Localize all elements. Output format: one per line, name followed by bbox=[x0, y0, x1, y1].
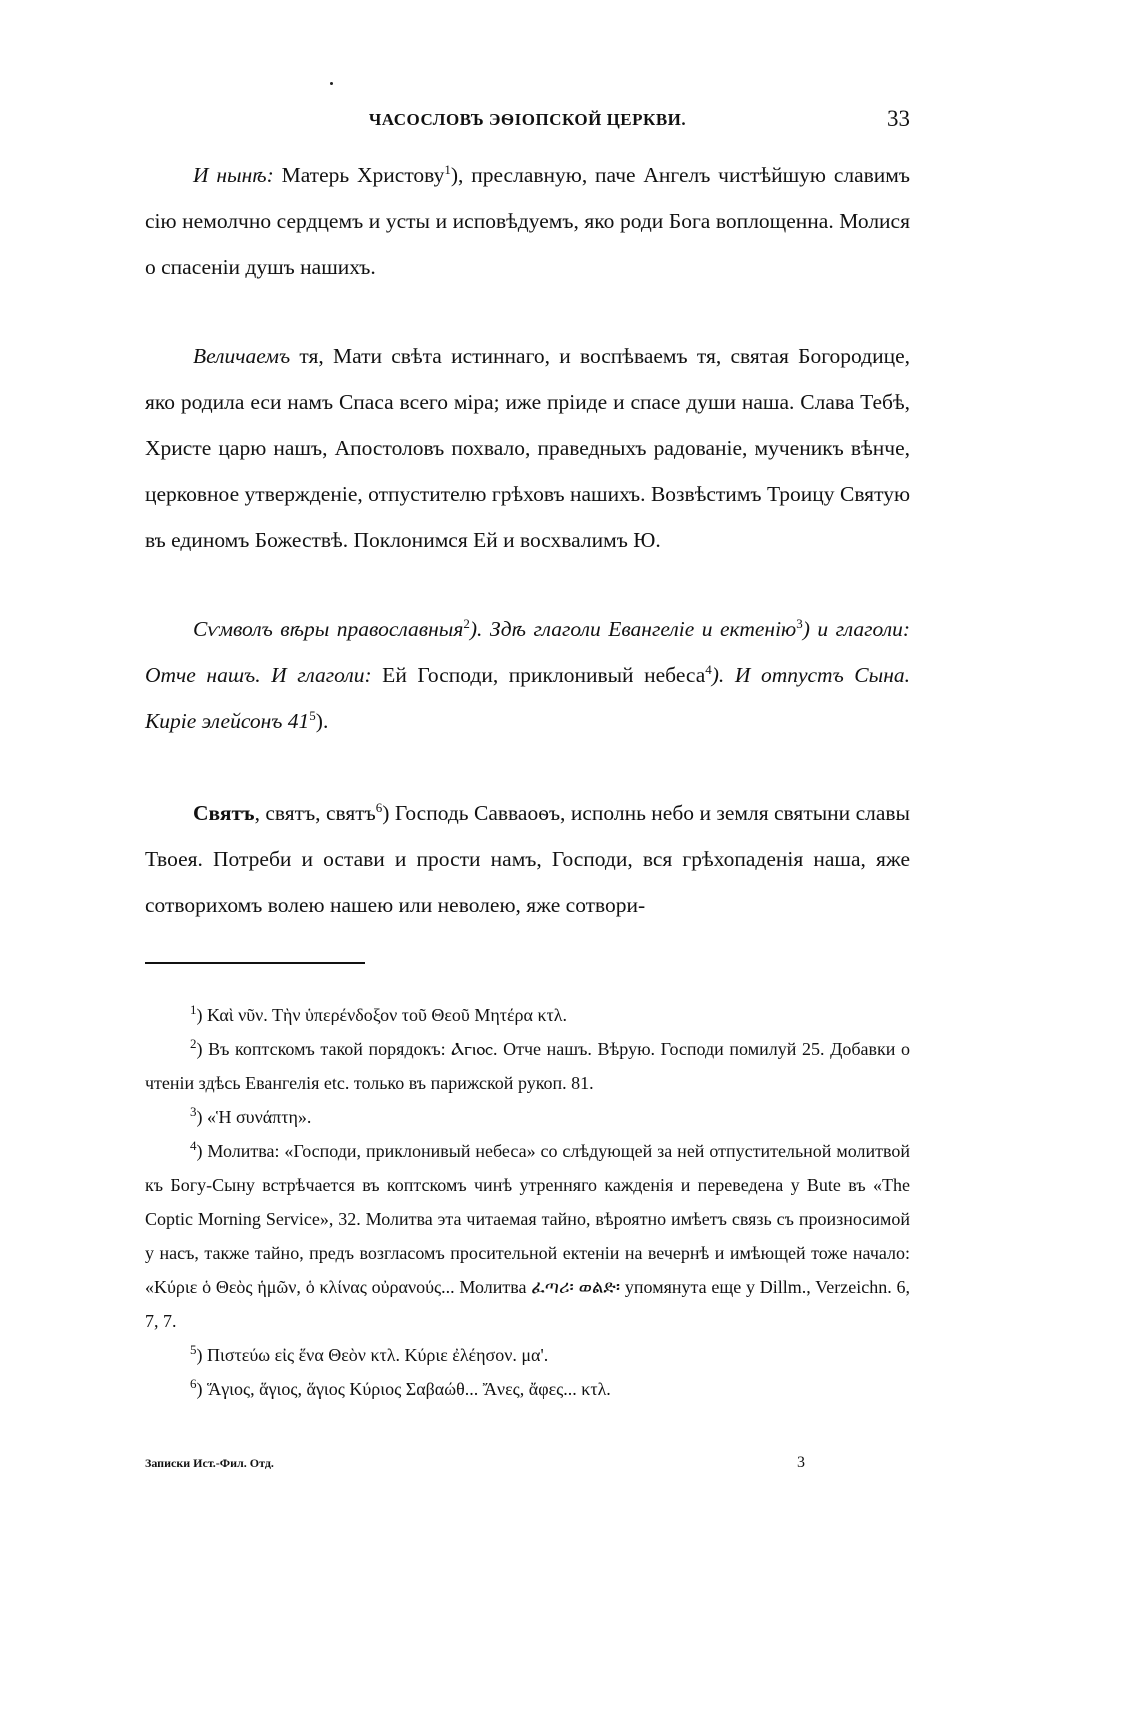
footnote-ref-1: 1 bbox=[444, 161, 451, 177]
footnote-text: ) Молитва: «Господи, приклонивый небеса» со слѣдующей за ней отпустительной молитвой къ Богу-Сыну встрѣчается въ коптскомъ чинѣ утренняго кажденія и переведена у Bute въ «The Coptic Morning Service», 32. Молитва эта читаемая тайно, вѣроятно имѣетъ связь съ произносимой у насъ, также тайно, предъ возгласомъ просительной ектеніи на вечернѣ и имѣющей тоже начало: «Κύριε ὁ Θεὸς ἡμῶν, ὁ κλίνας οὐρανούς... Молитва ፈጣሪ፡ ወልድ፡ упомянута еще у Dillm., Verzeichn. 6, 7, 7. bbox=[145, 1141, 910, 1331]
paragraph-4 bbox=[145, 790, 910, 928]
footnote-ref-4: 4 bbox=[705, 661, 712, 677]
footnote-mark: 4 bbox=[190, 1138, 197, 1153]
rubric-otpust: ). И отпустъ Сына. Киріе элейсонъ 41 bbox=[145, 663, 910, 733]
footnote-mark: 1 bbox=[190, 1002, 197, 1017]
footnote-separator bbox=[145, 962, 365, 964]
footnote-1 bbox=[145, 998, 910, 1032]
footnotes bbox=[145, 998, 910, 1406]
page-number: 33 bbox=[887, 106, 910, 131]
journal-title: Записки Ист.-Фил. Отд. bbox=[145, 1456, 274, 1470]
footnote-text: ) Καὶ νῦν. Τὴν ὑπερένδοξον τοῦ Θεοῦ Μητέρα κτλ. bbox=[196, 1005, 567, 1025]
paragraph-1-text-a: Матерь Христову bbox=[273, 163, 445, 187]
footnote-text: ) Πιστεύω εἰς ἕνα Θεὸν κτλ. Κύριε ἐλέησον. μα'. bbox=[196, 1345, 549, 1365]
running-title: ЧАСОСЛОВЪ ЭѲІОПСКОЙ ЦЕРКВИ. bbox=[368, 110, 687, 129]
footnote-3 bbox=[145, 1100, 910, 1134]
footnote-text: ) «Ἡ συνάπτη». bbox=[196, 1107, 312, 1127]
footnote-ref-3: 3 bbox=[796, 615, 803, 631]
paragraph-4-initial-word: Святъ bbox=[193, 801, 255, 825]
footnote-2 bbox=[145, 1032, 910, 1100]
paragraph-2-text: тя, Мати свѣта истиннаго, и воспѣваемъ тя, святая Богородице, яко родила еси намъ Спаса всего міра; иже пріиде и спасе души наша. Слава Тебѣ, Христе царю нашъ, Апостоловъ похвало, праведныхъ радованіе, мученикъ вѣнче, церковное утвержденіе, отпустителю грѣховъ нашихъ. Возвѣстимъ Троицу Святую въ единомъ Божествѣ. Поклонимся Ей и восхвалимъ Ю. bbox=[145, 344, 910, 552]
paragraph-1-text-b: ), преславную, паче Ангелъ чистѣйшую славимъ сію немолчно сердцемъ и усты и исповѣдуемъ, яко роди Бога воплощенна. Молися о спасеніи душъ нашихъ. bbox=[145, 163, 911, 279]
signature-mark: 3 bbox=[797, 1454, 805, 1471]
rubric-velichaem: Величаемъ bbox=[193, 344, 291, 368]
footnote-ref-6: 6 bbox=[375, 799, 383, 815]
footnote-6 bbox=[145, 1372, 910, 1406]
page-footer bbox=[145, 1454, 910, 1476]
rubric-i-nyne: И нынѣ: bbox=[193, 163, 274, 187]
rubric-otche: ) и глаголи: Отче нашъ. И глаголи: bbox=[145, 617, 910, 687]
paragraph-1 bbox=[145, 152, 910, 290]
paragraph-2 bbox=[145, 333, 910, 563]
paragraph-4-text-a: , святъ, святъ bbox=[254, 801, 376, 825]
ink-speck bbox=[330, 82, 333, 85]
rubric-gospel: ). Здѣ глаголи Евангеліе и ектенію bbox=[469, 617, 797, 641]
footnote-mark: 6 bbox=[190, 1376, 197, 1391]
footnote-text: ) Ἅγιος, ἅγιος, ἅγιος Κύριος Σαβαώθ... Ἄνες, ἄφες... κτλ. bbox=[196, 1379, 611, 1399]
footnote-5 bbox=[145, 1338, 910, 1372]
running-head bbox=[145, 106, 910, 140]
footnote-mark: 2 bbox=[190, 1036, 197, 1051]
footnote-mark: 3 bbox=[190, 1104, 197, 1119]
prayer-incipit: Ей Господи, приклонивый небеса bbox=[371, 663, 706, 687]
paragraph-4-text-b: ) Господь Савваоѳъ, исполнь небо и земля святыни славы Твоея. Потреби и остави и прости намъ, Господи, вся грѣхопаденія наша, яже сотворихомъ волею нашею или неволею, яже сотвори- bbox=[145, 801, 910, 917]
footnote-4 bbox=[145, 1134, 910, 1338]
paragraph-3-end: ). bbox=[315, 709, 329, 733]
footnote-ref-5: 5 bbox=[309, 707, 316, 723]
footnote-text: ) Въ коптскомъ такой порядокъ: Ⲁⲅⲓⲟⲥ. Отче нашъ. Вѣрую. Господи помилуй 25. Добавки о чтеніи здѣсь Евангелія etc. только въ парижской рукоп. 81. bbox=[145, 1039, 910, 1093]
rubric-symbol: Сѵмволъ вѣры православныя bbox=[193, 617, 464, 641]
paragraph-3 bbox=[145, 606, 910, 744]
footnote-mark: 5 bbox=[190, 1342, 197, 1357]
footnote-ref-2: 2 bbox=[463, 615, 470, 631]
